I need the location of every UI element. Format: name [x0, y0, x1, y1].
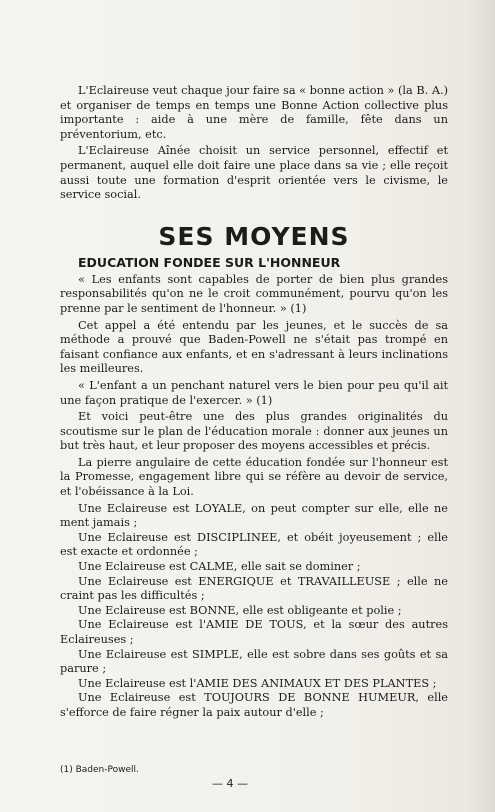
- paragraph-intro-1: L'Eclaireuse veut chaque jour faire sa « bonne action » (la B. A.) et organiser de temps en temps une Bonne Action collective plus importante : aide à une mère de famille, fête dans un préventorium, etc.: [60, 84, 448, 141]
- law-item-5: Une Eclaireuse est BONNE, elle est obligeante et polie ;: [78, 603, 402, 617]
- paragraph-main-3: « L'enfant a un penchant naturel vers le bien pour peu qu'il ait une façon pratique de l'exercer. » (1): [60, 378, 448, 407]
- law-item-7: Une Eclaireuse est SIMPLE, elle est sobre dans ses goûts et sa parure ;: [60, 647, 448, 676]
- footnote: (1) Baden-Powell.: [60, 765, 139, 775]
- paragraph-intro-2: L'Eclaireuse Aînée choisit un service personnel, effectif et permanent, auquel elle doit faire une place dans sa vie ; elle reçoit aussi toute une formation d'esprit orientée vers le civisme, le service social.: [60, 144, 448, 202]
- law-item-3: Une Eclaireuse est CALME, elle sait se dominer ;: [78, 560, 361, 574]
- paragraph-main-4: Et voici peut-être une des plus grandes originalités du scoutisme sur le plan de l'éducation morale : donner aux jeunes un but très haut, et leur proposer des moyens accessibles et précis.: [60, 410, 448, 453]
- law-item-8: Une Eclaireuse est l'AMIE DES ANIMAUX ET DES PLANTES ;: [78, 676, 437, 690]
- paragraph-main-5: La pierre angulaire de cette éducation fondée sur l'honneur est la Promesse, engagement libre qui se réfère au devoir de service, et l'obéissance à la Loi.: [60, 455, 448, 499]
- law-item-1: Une Eclaireuse est LOYALE, on peut compter sur elle, elle ne ment jamais ;: [60, 501, 448, 530]
- section-title: SES MOYENS: [158, 221, 350, 251]
- page-number: — 4 —: [212, 777, 248, 790]
- law-item-4: Une Eclaireuse est ENERGIQUE et TRAVAILLEUSE ; elle ne craint pas les difficultés ;: [60, 574, 448, 603]
- text-body: [60, 84, 448, 721]
- law-item-2: Une Eclaireuse est DISCIPLINEE, et obéit joyeusement ; elle est exacte et ordonnée ;: [60, 530, 448, 559]
- paragraph-main-1: « Les enfants sont capables de porter de bien plus grandes responsabilités qu'on ne le croit communément, pourvu qu'on les prenne par le sentiment de l'honneur. » (1): [60, 272, 448, 315]
- page-edge-shadow: [467, 0, 495, 812]
- law-item-9: Une Eclaireuse est TOUJOURS DE BONNE HUMEUR, elle s'efforce de faire régner la paix autour d'elle ;: [60, 691, 448, 719]
- law-item-6: Une Eclaireuse est l'AMIE DE TOUS, et la sœur des autres Eclaireuses ;: [60, 618, 448, 646]
- section-subtitle: EDUCATION FONDEE SUR L'HONNEUR: [78, 254, 341, 270]
- paragraph-main-2: Cet appel a été entendu par les jeunes, et le succès de sa méthode a prouvé que Baden-Powell ne s'était pas trompé en faisant confiance aux enfants, et en s'adressant à leurs inclinations les meilleures.: [60, 318, 448, 376]
